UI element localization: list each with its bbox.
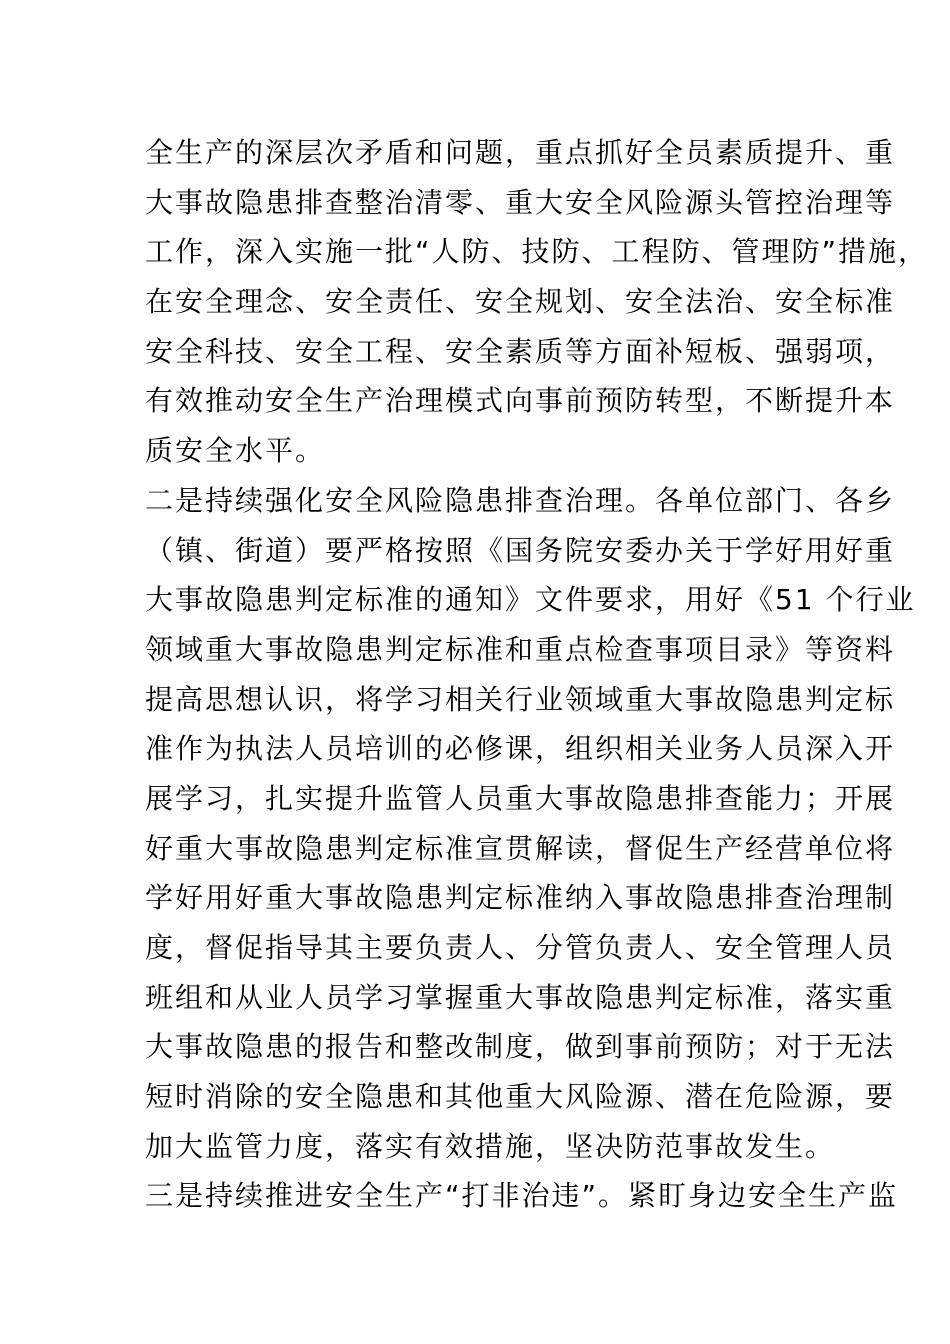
text-line: 全生产的深层次矛盾和问题，重点抓好全员素质提升、重 [145, 136, 896, 169]
text-line: 在安全理念、安全责任、安全规划、安全法治、安全标准 [145, 285, 896, 319]
text-line: 加大监管力度，落实有效措施，坚决防范事故发生。 [145, 1129, 836, 1163]
text-line: （镇、街道）要严格按照《国务院安委办关于学好用好重 [145, 533, 896, 567]
text-line: 好重大事故隐患判定标准宣贯解读，督促生产经营单位将 [145, 831, 896, 865]
text-line: 短时消除的安全隐患和其他重大风险源、潜在危险源，要 [145, 1080, 896, 1114]
text-line: 班组和从业人员学习掌握重大事故隐患判定标准，落实重 [145, 980, 896, 1014]
document-body [145, 128, 929, 1221]
text-line: 度，督促指导其主要负责人、分管负责人、安全管理人员 [145, 931, 896, 964]
text-line: 大事故隐患的报告和整改制度，做到事前预防；对于无法 [145, 1030, 896, 1064]
text-line: 二是持续强化安全风险隐患排查治理。各单位部门、各乡 [145, 483, 896, 517]
text-line: 工作，深入实施一批“人防、技防、工程防、管理防”措施， [145, 235, 929, 269]
text-line: 质安全水平。 [145, 434, 326, 468]
text-line: 提高思想认识，将学习相关行业领域重大事故隐患判定标 [145, 682, 896, 716]
text-line: 安全科技、安全工程、安全素质等方面补短板、强弱项， [145, 334, 896, 368]
text-line: 学好用好重大事故隐患判定标准纳入事故隐患排查治理制 [145, 881, 896, 915]
text-line: 大事故隐患判定标准的通知》文件要求，用好《51 个行业 [145, 583, 916, 617]
text-line: 三是持续推进安全生产“打非治违”。紧盯身边安全生产监 [145, 1179, 899, 1213]
text-line: 大事故隐患排查整治清零、重大安全风险源头管控治理等 [145, 185, 896, 219]
text-line: 准作为执法人员培训的必修课，组织相关业务人员深入开 [145, 732, 896, 766]
text-line: 有效推动安全生产治理模式向事前预防转型，不断提升本 [145, 384, 896, 418]
text-line: 展学习，扎实提升监管人员重大事故隐患排查能力；开展 [145, 781, 896, 815]
text-line: 领域重大事故隐患判定标准和重点检查事项目录》等资料 [145, 632, 896, 666]
